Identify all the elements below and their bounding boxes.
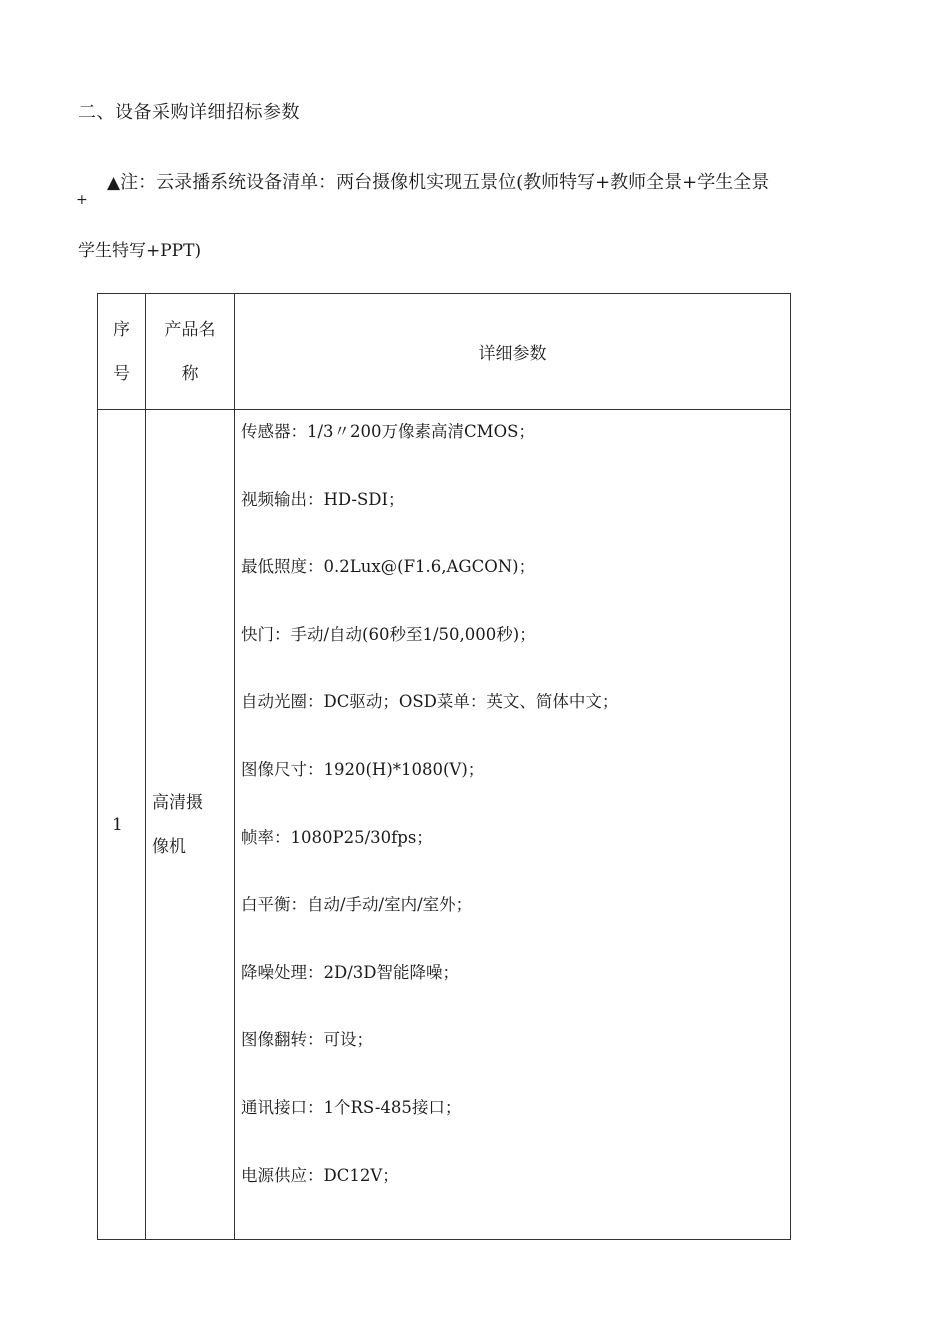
param-comm-interface: 通讯接口：1个RS-485接口；	[241, 1097, 462, 1117]
note-line-3: 学生特写+PPT)	[78, 241, 202, 261]
param-min-illumination: 最低照度：0.2Lux@(F1.6,AGCON)；	[241, 557, 536, 577]
table-row	[98, 410, 791, 1240]
param-image-size: 图像尺寸：1920(H)*1080(V)；	[241, 759, 485, 779]
row-no: 1	[98, 410, 146, 1240]
param-power-supply: 电源供应：DC12V；	[241, 1165, 399, 1185]
row-product-name	[146, 410, 235, 1240]
note-line-2: +	[76, 192, 88, 208]
row-detail-params	[235, 410, 791, 1240]
table-header-row	[98, 294, 791, 410]
header-no	[98, 294, 146, 410]
header-detail-params: 详细参数	[235, 294, 791, 410]
param-sensor: 传感器：1/3〃200万像素高清CMOS；	[241, 422, 535, 441]
header-no-line-1: 序	[113, 319, 130, 340]
note-line-1	[107, 168, 769, 194]
param-list	[241, 422, 790, 1233]
section-heading: 二、设备采购详细招标参数	[78, 102, 300, 123]
param-shutter: 快门：手动/自动(60秒至1/50,000秒)；	[241, 624, 536, 644]
param-auto-iris: 自动光圈：DC驱动；OSD菜单：英文、简体中文；	[241, 692, 619, 712]
triangle-marker-icon: ▲	[107, 173, 121, 193]
header-no-line-2: 号	[113, 363, 130, 384]
header-name-line-1: 产品名	[164, 319, 216, 340]
note-text: 注：云录播系统设备清单：两台摄像机实现五景位(教师特写+教师全景+学生全景	[120, 172, 770, 193]
param-noise-reduction: 降噪处理：2D/3D智能降噪；	[241, 962, 460, 982]
param-white-balance: 白平衡：自动/手动/室内/室外；	[241, 895, 473, 915]
param-frame-rate: 帧率：1080P25/30fps；	[241, 827, 433, 847]
header-product-name	[146, 294, 235, 410]
param-image-flip: 图像翻转：可设；	[241, 1030, 373, 1050]
row-name-line-1: 高清摄	[152, 792, 203, 813]
param-video-output: 视频输出：HD-SDI；	[241, 489, 405, 509]
spec-table	[97, 293, 791, 1240]
row-name-line-2: 像机	[152, 836, 186, 857]
header-name-line-2: 称	[181, 363, 199, 384]
